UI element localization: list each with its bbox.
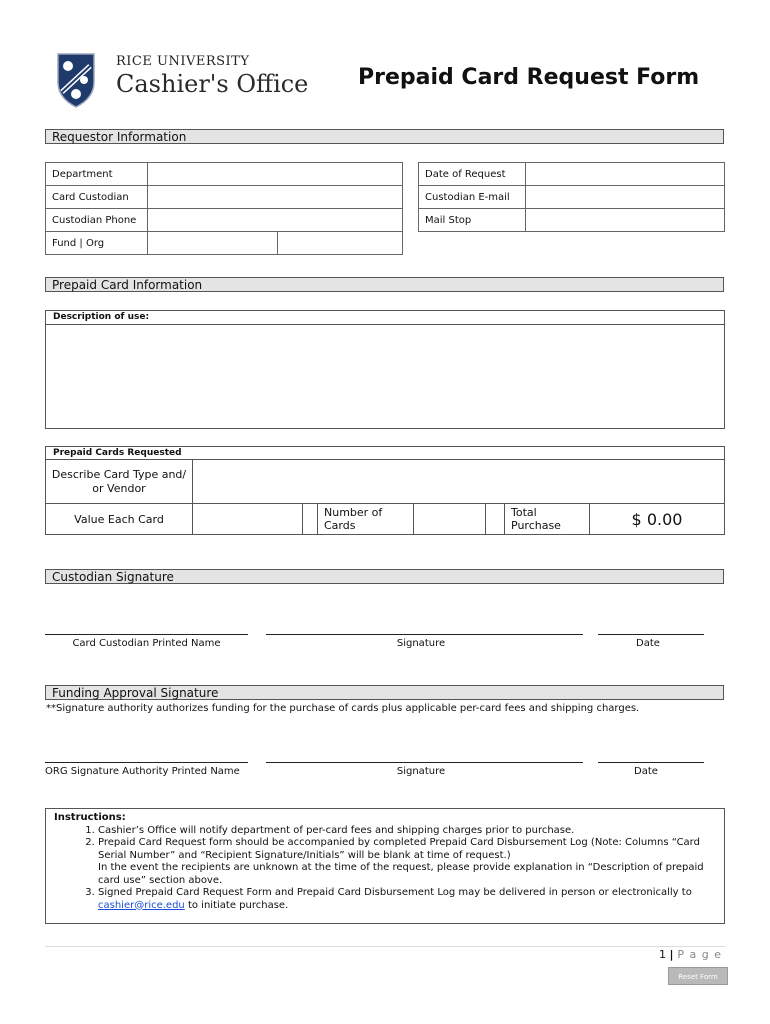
rice-shield-logo (56, 52, 96, 108)
instructions-box (45, 808, 725, 924)
custodian-phone-field[interactable] (148, 209, 403, 232)
footer-divider (45, 946, 725, 947)
description-field[interactable] (46, 325, 724, 429)
fund-org-label: Fund | Org (46, 232, 148, 255)
number-cards-label: Number of Cards (317, 504, 414, 534)
total-purchase-label: Total Purchase (504, 504, 590, 534)
custodian-name-line[interactable] (45, 634, 248, 635)
custodian-signature-label: Signature (396, 638, 446, 649)
department-label: Department (46, 163, 148, 186)
department-field[interactable] (148, 163, 403, 186)
custodian-signature-line[interactable] (266, 634, 583, 635)
total-purchase-value: $ 0.00 (631, 509, 683, 529)
custodian-name-label: Card Custodian Printed Name (72, 638, 221, 649)
org-field[interactable] (278, 232, 403, 255)
requestor-left-table (45, 162, 403, 255)
card-custodian-field[interactable] (148, 186, 403, 209)
page-number: 1 | P a g e (659, 948, 722, 961)
university-name: RICE UNIVERSITY (116, 54, 250, 69)
page-number-value: 1 (659, 948, 667, 961)
card-custodian-label: Card Custodian (46, 186, 148, 209)
requestor-right-table (418, 162, 725, 232)
mail-stop-label: Mail Stop (419, 209, 526, 232)
instruction-item-2 (98, 837, 716, 887)
funding-signature-bar: Funding Approval Signature (45, 685, 724, 700)
org-name-line[interactable] (45, 762, 248, 763)
custodian-email-field[interactable] (526, 186, 725, 209)
description-label: Description of use: (46, 311, 724, 325)
instruction-item-2-text: Prepaid Card Request form should be accompanied by completed Prepaid Card Disbursement Log (Note: Columns “Card Serial Number” and “Recipient Signature/Initials” will be blank at time of request.) (98, 837, 700, 861)
value-each-label: Value Each Card (46, 504, 193, 534)
instruction-item-3 (98, 887, 716, 912)
custodian-date-label: Date (636, 638, 660, 649)
cashier-email-link[interactable]: cashier@rice.edu (98, 899, 185, 911)
org-signature-label: Signature (396, 766, 446, 777)
reset-form-button[interactable]: Reset Form (668, 967, 728, 985)
org-signature-line[interactable] (266, 762, 583, 763)
value-each-field[interactable] (193, 504, 303, 534)
instruction-item-3-tail: to initiate purchase. (187, 899, 289, 911)
org-date-label: Date (634, 766, 658, 777)
description-box (45, 310, 725, 429)
fund-field[interactable] (148, 232, 278, 255)
instructions-title: Instructions: (54, 812, 126, 823)
instruction-item-2-note: In the event the recipients are unknown at the time of the request, please provide explanation in “Description of prepaid card use” section above. (98, 862, 704, 886)
custodian-phone-label: Custodian Phone (46, 209, 148, 232)
cards-requested-box (45, 446, 725, 535)
requestor-section-bar: Requestor Information (45, 129, 724, 144)
instructions-list (54, 825, 716, 913)
cards-requested-label: Prepaid Cards Requested (46, 447, 724, 460)
card-type-field[interactable] (193, 460, 724, 504)
form-title: Prepaid Card Request Form (358, 65, 700, 90)
org-date-line[interactable] (598, 762, 704, 763)
custodian-signature-bar: Custodian Signature (45, 569, 724, 584)
org-name-label: ORG Signature Authority Printed Name (45, 766, 240, 777)
date-of-request-label: Date of Request (419, 163, 526, 186)
card-type-label: Describe Card Type and/ or Vendor (46, 460, 193, 504)
custodian-date-line[interactable] (598, 634, 704, 635)
page-word: P a g e (677, 948, 722, 961)
mail-stop-field[interactable] (526, 209, 725, 232)
number-cards-field[interactable] (414, 504, 486, 534)
office-name: Cashier's Office (116, 70, 309, 98)
prepaid-section-bar: Prepaid Card Information (45, 277, 724, 292)
instruction-item-3-text: Signed Prepaid Card Request Form and Prepaid Card Disbursement Log may be delivered in person or electronically to (98, 887, 692, 898)
funding-note: **Signature authority authorizes funding for the purchase of cards plus applicable per-card fees and shipping charges. (46, 703, 640, 714)
instruction-item-1: 1. Cashier’s Office will notify department of per-card fees and shipping charges prior to purchase. (98, 825, 716, 838)
date-of-request-field[interactable] (526, 163, 725, 186)
custodian-email-label: Custodian E-mail (419, 186, 526, 209)
